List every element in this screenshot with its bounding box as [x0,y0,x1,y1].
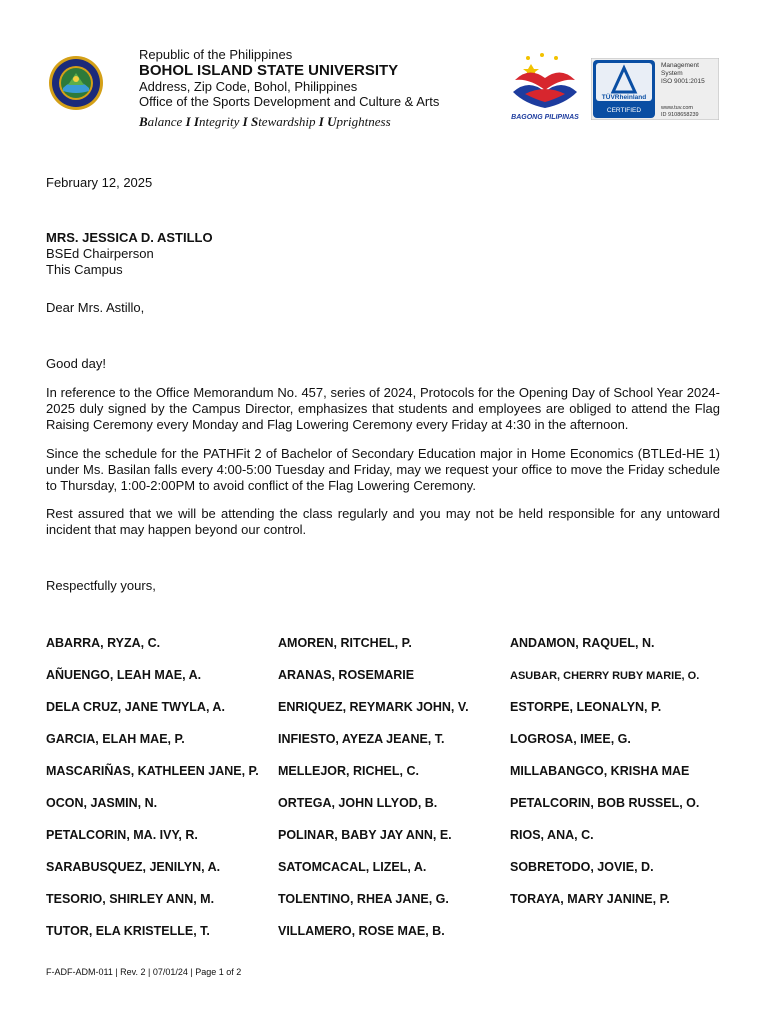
svg-text:System: System [661,70,683,77]
signatory-row [46,636,746,668]
svg-text:TÜVRheinland: TÜVRheinland [601,94,647,101]
signatory-name: PETALCORIN, BOB RUSSEL, O. [510,796,700,810]
signatory-row [46,860,746,892]
signatory-name: MASCARIÑAS, KATHLEEN JANE, P. [46,764,259,778]
signatory-name: VILLAMERO, ROSE MAE, B. [278,924,445,938]
letter-date: February 12, 2025 [46,175,153,190]
signatory-name: ESTORPE, LEONALYN, P. [510,700,662,714]
signatory-name: TORAYA, MARY JANINE, P. [510,892,670,906]
paragraph-3: Rest assured that we will be attending the class regularly and you may not be held responsible for any untoward incident that may happen beyond our control. [46,506,720,537]
signatory-name: SOBRETODO, JOVIE, D. [510,860,654,874]
closing: Respectfully yours, [46,578,156,593]
svg-text:Management: Management [661,62,699,69]
letterhead-text [139,47,439,130]
signatory-name: SATOMCACAL, LIZEL, A. [278,860,427,874]
office-name: Office of the Sports Development and Culture & Arts [139,94,440,109]
salutation: Dear Mrs. Astillo, [46,300,145,315]
country-name: Republic of the Philippines [139,47,293,62]
university-seal-icon [48,55,104,111]
signatory-name: ARANAS, ROSEMARIE [278,668,415,682]
signatory-name: MELLEJOR, RICHEL, C. [278,764,419,778]
signatory-list [46,636,746,956]
signatory-row [46,924,746,956]
bagong-pilipinas-logo-icon [505,52,585,122]
signatory-name: TUTOR, ELA KRISTELLE, T. [46,924,210,938]
signatory-name: LOGROSA, IMEE, G. [510,732,631,746]
signatory-name: RIOS, ANA, C. [510,828,594,842]
signatory-name: TOLENTINO, RHEA JANE, G. [278,892,449,906]
university-address: Address, Zip Code, Bohol, Philippines [139,79,358,94]
svg-text:ISO 9001:2015: ISO 9001:2015 [661,78,705,85]
university-motto: Balance I Integrity I Stewardship I Uprightness [139,114,391,129]
signatory-row [46,828,746,860]
signatory-name: PETALCORIN, MA. IVY, R. [46,828,198,842]
signatory-row [46,668,746,700]
signatory-row [46,764,746,796]
svg-text:CERTIFIED: CERTIFIED [606,107,642,114]
tuv-certification-badge-icon [591,58,719,120]
signatory-name: MILLABANGCO, KRISHA MAE [510,764,690,778]
recipient-location: This Campus [46,262,123,277]
signatory-name: ENRIQUEZ, REYMARK JOHN, V. [278,700,469,714]
signatory-name: AÑUENGO, LEAH MAE, A. [46,668,202,682]
document-footer: F-ADF-ADM-011 | Rev. 2 | 07/01/24 | Page 1 of 2 [46,967,242,977]
greeting: Good day! [46,356,106,371]
signatory-name: ORTEGA, JOHN LLYOD, B. [278,796,438,810]
signatory-name: TESORIO, SHIRLEY ANN, M. [46,892,215,906]
signatory-name: INFIESTO, AYEZA JEANE, T. [278,732,445,746]
signatory-name: GARCIA, ELAH MAE, P. [46,732,185,746]
signatory-name: DELA CRUZ, JANE TWYLA, A. [46,700,225,714]
recipient-block [46,230,720,278]
paragraph-1: In reference to the Office Memorandum No. 457, series of 2024, Protocols for the Opening Day of School Year 2024-2025 duly signed by the Campus Director, emphasizes that students and employees are obliged to attend the Flag Raising Ceremony every Monday and Flag Lowering Ceremony every Friday at 4:30 in the afternoon. [46,385,720,432]
signatory-row [46,732,746,764]
svg-text:www.tuv.com: www.tuv.com [661,105,693,111]
signatory-row [46,892,746,924]
signatory-name: ANDAMON, RAQUEL, N. [510,636,655,650]
recipient-title: BSEd Chairperson [46,246,154,261]
letterhead [0,0,768,140]
signatory-name: AMOREN, RITCHEL, P. [278,636,412,650]
signatory-name: OCON, JASMIN, N. [46,796,158,810]
signatory-row [46,700,746,732]
university-name: BOHOL ISLAND STATE UNIVERSITY [139,62,399,79]
svg-text:BAGONG PILIPINAS: BAGONG PILIPINAS [511,114,579,121]
recipient-name: MRS. JESSICA D. ASTILLO [46,230,213,245]
signatory-row [46,796,746,828]
signatory-name: POLINAR, BABY JAY ANN, E. [278,828,452,842]
svg-text:ID 9108658239: ID 9108658239 [661,112,699,118]
signatory-name: SARABUSQUEZ, JENILYN, A. [46,860,221,874]
signatory-name: ABARRA, RYZA, C. [46,636,161,650]
signatory-name: ASUBAR, CHERRY RUBY MARIE, O. [510,670,700,682]
paragraph-2: Since the schedule for the PATHFit 2 of Bachelor of Secondary Education major in Home Economics (BTLEd-HE 1) under Ms. Basilan falls every 4:00-5:00 Tuesday and Friday, may we request your office to move the Friday schedule to Thursday, 1:00-2:00PM to avoid conflict of the Flag Lowering Ceremony. [46,446,720,493]
